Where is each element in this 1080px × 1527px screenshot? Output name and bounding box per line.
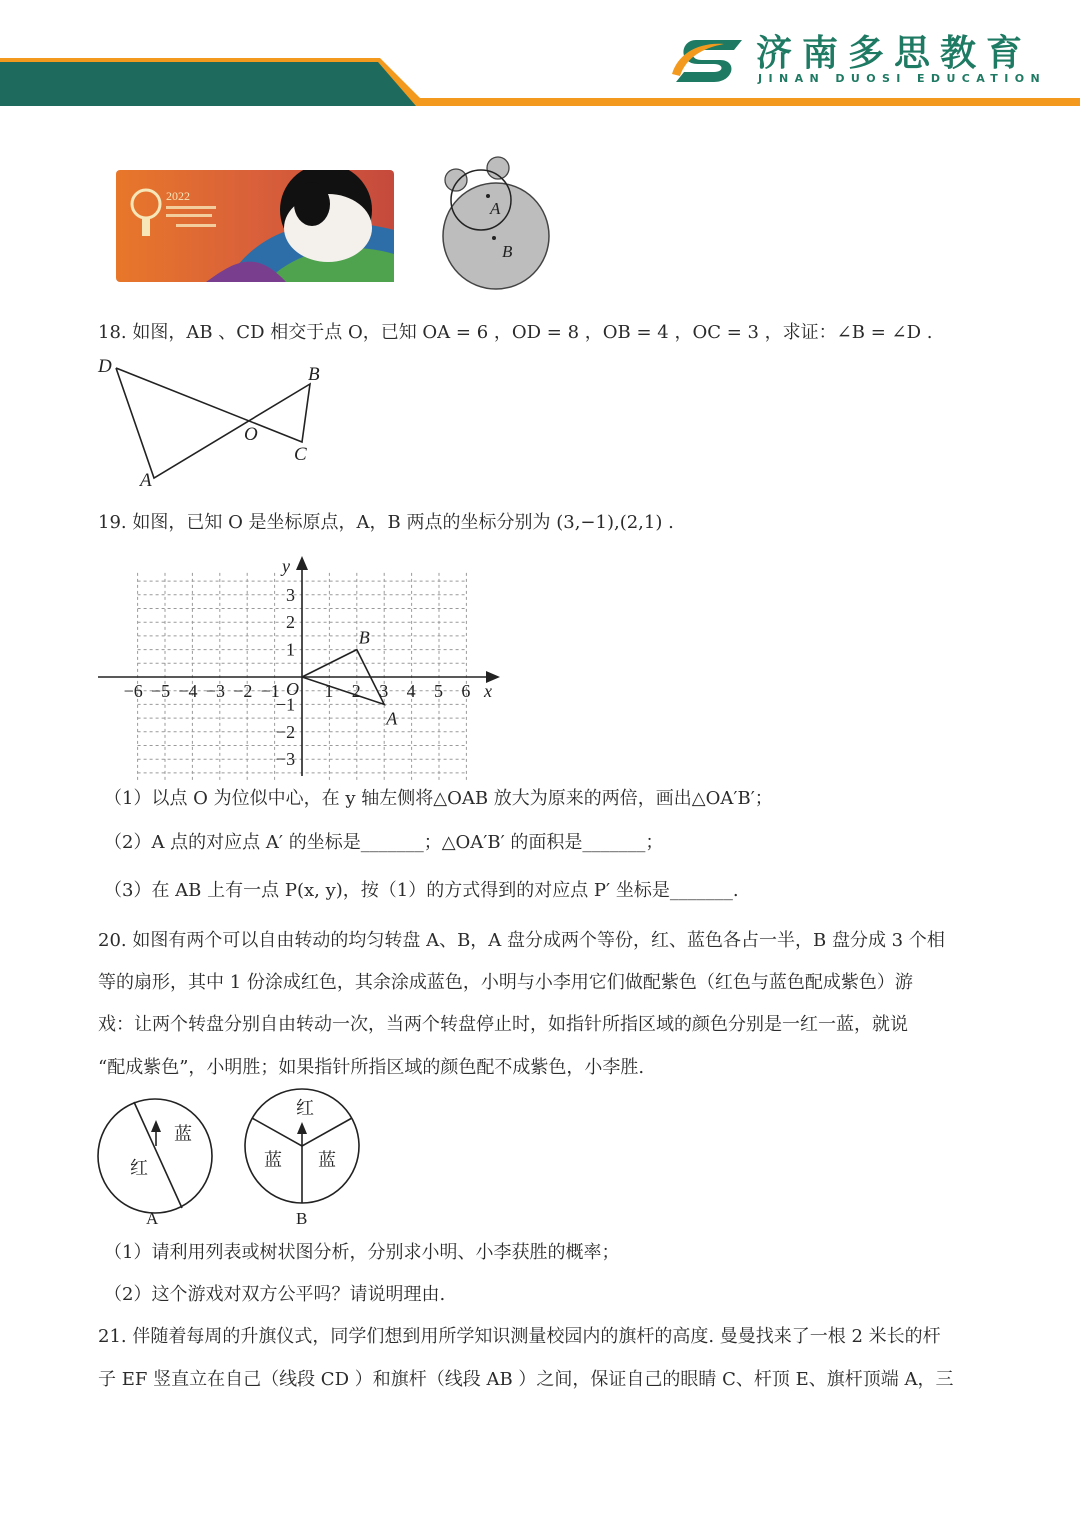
y-tick-label: 3: [286, 584, 295, 605]
banner-year: 2022: [166, 189, 190, 203]
y-tick-label: −1: [276, 694, 296, 715]
q19-text: 19. 如图，已知 O 是坐标原点，A，B 两点的坐标分别为 (3,−1),(2,1) .: [98, 512, 674, 533]
q18-figure: [94, 352, 334, 492]
brand-logo-icon: [668, 34, 752, 88]
spinner-a-red: 红: [130, 1158, 148, 1178]
spinner-b-figure: [242, 1088, 366, 1234]
label-d: D: [98, 356, 112, 377]
label-o: O: [244, 424, 258, 445]
q20-sub2: （2）这个游戏对双方公平吗？请说明理由.: [104, 1284, 446, 1305]
x-tick-label: −2: [233, 681, 253, 701]
origin-label: O: [286, 679, 299, 699]
point-a-label: A: [386, 708, 398, 729]
y-axis-label: y: [282, 556, 290, 576]
circle-label-a: A: [490, 199, 501, 218]
olympic-banner-image: [116, 170, 394, 282]
x-axis-label: x: [484, 681, 492, 701]
q20-line4: “配成紫色”，小明胜；如果指针所指区域的颜色配不成紫色，小李胜.: [98, 1057, 645, 1078]
x-tick-label: −1: [260, 681, 280, 701]
q20-line3: 戏：让两个转盘分别自由转动一次，当两个转盘停止时，如指针所指区域的颜色分别是一红一蓝，就说: [98, 1014, 908, 1035]
q20-line2: 等的扇形，其中 1 份涂成红色，其余涂成蓝色，小明与小李用它们做配紫色（红色与蓝色配成紫色）游: [98, 972, 913, 993]
spinner-b-blue-right: 蓝: [318, 1150, 336, 1170]
y-tick-label: −2: [276, 721, 296, 742]
x-tick-label: −3: [205, 681, 225, 701]
panda-circles-figure: [436, 156, 560, 300]
q20-sub1: （1）请利用列表或树状图分析，分别求小明、小李获胜的概率；: [104, 1242, 620, 1263]
spinner-b-blue-left: 蓝: [264, 1150, 282, 1170]
point-b-label: B: [358, 627, 370, 648]
label-b: B: [308, 364, 320, 385]
x-tick-label: −4: [178, 681, 198, 701]
label-c: C: [294, 444, 307, 465]
y-tick-label: 1: [286, 639, 295, 660]
q20-line1: 20. 如图有两个可以自由转动的均匀转盘 A、B，A 盘分成两个等份，红、蓝色各占一半，B 盘分成 3 个相: [98, 930, 945, 951]
brand-name-cn: 济南多思教育: [756, 33, 1033, 74]
circle-label-b: B: [502, 242, 513, 261]
x-tick-label: 1: [324, 681, 334, 701]
x-tick-label: 3: [379, 681, 389, 701]
x-tick-label: −6: [123, 681, 143, 701]
brand-name-en: JINAN DUOSI EDUCATION: [758, 72, 1047, 85]
q19-sub1: （1）以点 O 为位似中心，在 y 轴左侧将△OAB 放大为原来的两倍，画出△OA′B′；: [104, 788, 773, 809]
q19-coordinate-grid: [96, 552, 506, 780]
q18-text: 18. 如图，AB 、CD 相交于点 O，已知 OA = 6 ，OD = 8 ，OB = 4 ，OC = 3 ，求证：∠B = ∠D .: [98, 322, 933, 343]
spinner-b-red: 红: [296, 1098, 314, 1118]
x-tick-label: −5: [151, 681, 171, 701]
y-tick-label: −3: [276, 749, 296, 770]
spinner-a-blue: 蓝: [174, 1124, 192, 1144]
label-a: A: [140, 470, 152, 491]
spinner-a-name: A: [146, 1209, 159, 1228]
q19-sub3: （3）在 AB 上有一点 P(x, y)，按（1）的方式得到的对应点 P′ 坐标是_______.: [104, 880, 739, 901]
x-tick-label: 5: [434, 681, 443, 701]
x-tick-label: 6: [461, 681, 471, 701]
y-tick-label: 2: [286, 612, 295, 633]
spinner-a-figure: [94, 1088, 218, 1234]
q21-line1: 21. 伴随着每周的升旗仪式，同学们想到用所学知识测量校园内的旗杆的高度. 曼曼找来了一根 2 米长的杆: [98, 1326, 941, 1347]
x-tick-label: 2: [351, 681, 361, 701]
x-tick-label: 4: [406, 681, 416, 701]
q19-sub2: （2）A 点的对应点 A′ 的坐标是_______；△OA′B′ 的面积是_______；: [104, 832, 664, 853]
spinner-b-name: B: [296, 1209, 308, 1228]
q21-line2: 子 EF 竖直立在自己（线段 CD ）和旗杆（线段 AB ）之间，保证自己的眼睛 C、杆顶 E、旗杆顶端 A，三: [98, 1369, 954, 1390]
